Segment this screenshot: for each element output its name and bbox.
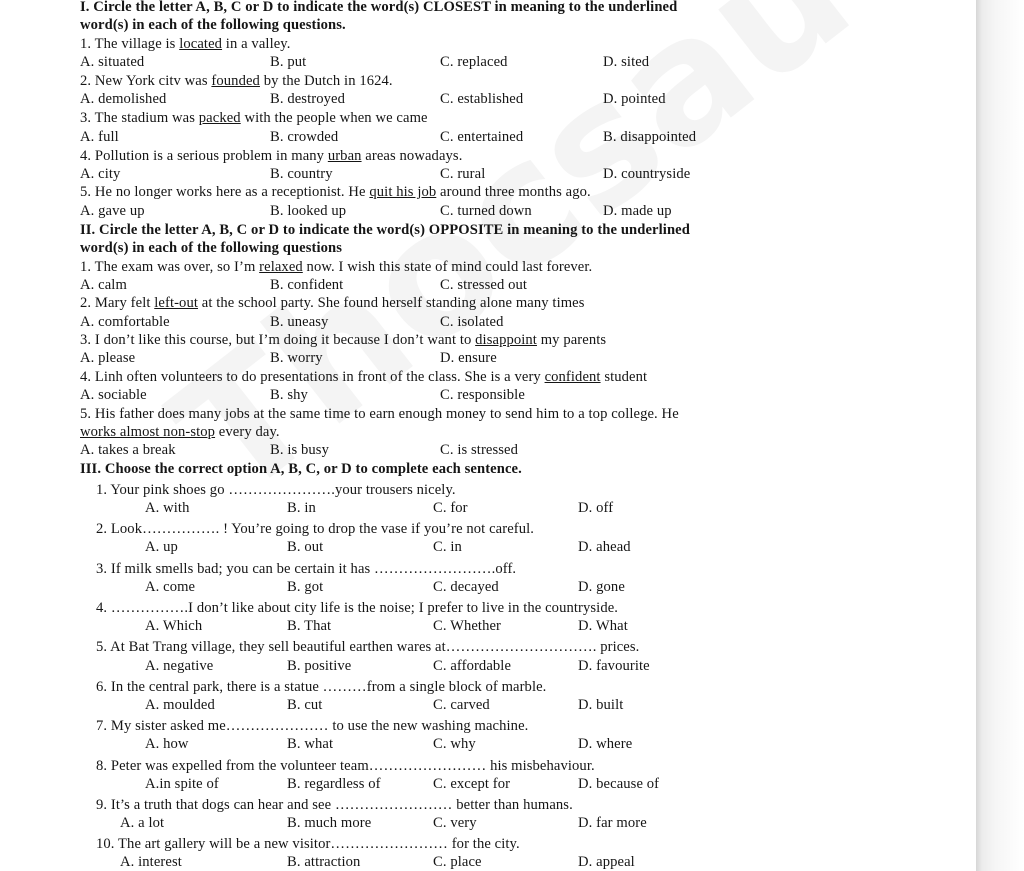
s1-q4-option-d[interactable]: D. countryside [603, 166, 691, 182]
s2-q5: 5. His father does many jobs at the same time to earn enough money to send him to a top college. He [80, 406, 679, 422]
section1-heading-cont: word(s) in each of the following questions. [80, 17, 346, 33]
s1-q5: 5. He no longer works here as a receptionist. He quit his job around three months ago. [80, 184, 591, 200]
s2-q3-option-b[interactable]: B. worry [270, 350, 323, 366]
s3-q5-option-d[interactable]: D. favourite [578, 658, 650, 674]
s3-q9-option-c[interactable]: C. very [433, 815, 477, 831]
s1-q5-option-c[interactable]: C. turned down [440, 203, 532, 219]
s3-q6-option-d[interactable]: D. built [578, 697, 624, 713]
s3-q2-option-d[interactable]: D. ahead [578, 539, 631, 555]
s3-q5: 5. At Bat Trang village, they sell beautiful earthen wares at…………………………. prices. [96, 639, 640, 655]
s3-q6: 6. In the central park, there is a statue ………from a single block of marble. [96, 679, 547, 695]
s3-q1-option-d[interactable]: D. off [578, 500, 614, 516]
s3-q6-option-c[interactable]: C. carved [433, 697, 490, 713]
s3-q8-option-c[interactable]: C. except for [433, 776, 511, 792]
s3-q7-option-c[interactable]: C. why [433, 736, 476, 752]
s3-q6-option-a[interactable]: A. moulded [145, 697, 215, 713]
s3-q10-option-d[interactable]: D. appeal [578, 854, 635, 870]
s3-q2-option-b[interactable]: B. out [287, 539, 324, 555]
s2-q5-option-a[interactable]: A. takes a break [80, 442, 176, 458]
s3-q2: 2. Look……………. ! You’re going to drop the vase if you’re not careful. [96, 521, 535, 537]
s2-q4: 4. Linh often volunteers to do presentations in front of the class. She is a very confident student [80, 369, 648, 385]
s3-q9-option-a[interactable]: A. a lot [120, 815, 165, 831]
s3-q8-option-a[interactable]: A.in spite of [145, 776, 219, 792]
section2-heading: II. Circle the letter A, B, C or D to indicate the word(s) OPPOSITE in meaning to the underlined [80, 222, 690, 238]
section1-heading: I. Circle the letter A, B, C or D to indicate the word(s) CLOSEST in meaning to the underlined [80, 0, 678, 15]
s2-q4-option-a[interactable]: A. sociable [80, 387, 147, 403]
s3-q10-option-a[interactable]: A. interest [120, 854, 182, 870]
s2-q3-option-a[interactable]: A. please [80, 350, 136, 366]
s1-q2: 2. New York citv was founded by the Dutch in 1624. [80, 73, 393, 89]
s1-q4: 4. Pollution is a serious problem in many urban areas nowadays. [80, 148, 463, 164]
s1-q3-option-a[interactable]: A. full [80, 129, 119, 145]
s3-q3-option-c[interactable]: C. decayed [433, 579, 499, 595]
s2-q5-option-c[interactable]: C. is stressed [440, 442, 519, 458]
section3-heading: III. Choose the correct option A, B, C, or D to complete each sentence. [80, 461, 522, 477]
s3-q3-option-a[interactable]: A. come [145, 579, 196, 595]
s3-q1-option-b[interactable]: B. in [287, 500, 316, 516]
s1-q3-option-d[interactable]: B. disappointed [603, 129, 697, 145]
s3-q3-option-d[interactable]: D. gone [578, 579, 625, 595]
s3-q1-option-a[interactable]: A. with [145, 500, 190, 516]
s3-q5-option-b[interactable]: B. positive [287, 658, 352, 674]
s3-q10-option-c[interactable]: C. place [433, 854, 482, 870]
s3-q10: 10. The art gallery will be a new visitor…………………… for the city. [96, 836, 520, 852]
s3-q1-option-c[interactable]: C. for [433, 500, 468, 516]
s3-q6-option-b[interactable]: B. cut [287, 697, 323, 713]
s3-q2-option-c[interactable]: C. in [433, 539, 462, 555]
s1-q4-option-b[interactable]: B. country [270, 166, 333, 182]
s1-q2-option-c[interactable]: C. established [440, 91, 524, 107]
s2-q1-option-a[interactable]: A. calm [80, 277, 127, 293]
s3-q8-option-b[interactable]: B. regardless of [287, 776, 381, 792]
s1-q5-option-d[interactable]: D. made up [603, 203, 672, 219]
s1-q5-option-b[interactable]: B. looked up [270, 203, 347, 219]
s2-q2-option-a[interactable]: A. comfortable [80, 314, 170, 330]
s2-q1: 1. The exam was over, so I’m relaxed now. I wish this state of mind could last forever. [80, 259, 593, 275]
s3-q4-option-d[interactable]: D. What [578, 618, 628, 634]
s2-q4-option-c[interactable]: C. responsible [440, 387, 525, 403]
s3-q8-option-d[interactable]: D. because of [578, 776, 660, 792]
s2-q2-option-b[interactable]: B. uneasy [270, 314, 329, 330]
s2-q4-option-b[interactable]: B. shy [270, 387, 308, 403]
s3-q10-option-b[interactable]: B. attraction [287, 854, 361, 870]
s1-q1-option-d[interactable]: D. sited [603, 54, 650, 70]
s2-q2: 2. Mary felt left-out at the school party. She found herself standing alone many times [80, 295, 585, 311]
s2-q3-option-c[interactable]: D. ensure [440, 350, 497, 366]
page-edge-shadow [976, 0, 1024, 871]
s3-q9-option-d[interactable]: D. far more [578, 815, 647, 831]
s3-q7-option-d[interactable]: D. where [578, 736, 633, 752]
s1-q2-option-b[interactable]: B. destroyed [270, 91, 345, 107]
s3-q4-option-a[interactable]: A. Which [145, 618, 203, 634]
s3-q7-option-a[interactable]: A. how [145, 736, 189, 752]
s3-q4: 4. …………….I don’t like about city life is the noise; I prefer to live in the countryside. [96, 600, 619, 616]
s2-q5-option-b[interactable]: B. is busy [270, 442, 329, 458]
s3-q5-option-a[interactable]: A. negative [145, 658, 214, 674]
s1-q2-option-a[interactable]: A. demolished [80, 91, 167, 107]
s1-q1: 1. The village is located in a valley. [80, 36, 291, 52]
s1-q5-option-a[interactable]: A. gave up [80, 203, 145, 219]
s2-q1-option-c[interactable]: C. stressed out [440, 277, 528, 293]
s3-q3-option-b[interactable]: B. got [287, 579, 324, 595]
s1-q1-option-c[interactable]: C. replaced [440, 54, 508, 70]
s1-q3-option-c[interactable]: C. entertained [440, 129, 524, 145]
s3-q9: 9. It’s a truth that dogs can hear and see …………………… better than humans. [96, 797, 573, 813]
s3-q7: 7. My sister asked me………………… to use the new washing machine. [96, 718, 529, 734]
s1-q2-option-d[interactable]: D. pointed [603, 91, 666, 107]
s3-q5-option-c[interactable]: C. affordable [433, 658, 512, 674]
s2-q1-option-b[interactable]: B. confident [270, 277, 344, 293]
s1-q1-option-b[interactable]: B. put [270, 54, 307, 70]
s3-q2-option-a[interactable]: A. up [145, 539, 178, 555]
s1-q3: 3. The stadium was packed with the people when we came [80, 110, 428, 126]
s1-q4-option-c[interactable]: C. rural [440, 166, 486, 182]
s3-q3: 3. If milk smells bad; you can be certain it has …………………….off. [96, 561, 517, 577]
section2-heading-cont: word(s) in each of the following questions [80, 240, 343, 256]
s1-q4-option-a[interactable]: A. city [80, 166, 121, 182]
s1-q3-option-b[interactable]: B. crowded [270, 129, 339, 145]
s3-q7-option-b[interactable]: B. what [287, 736, 334, 752]
s3-q9-option-b[interactable]: B. much more [287, 815, 372, 831]
s2-q2-option-c[interactable]: C. isolated [440, 314, 504, 330]
s2-q3: 3. I don’t like this course, but I’m doing it because I don’t want to disappoint my parents [80, 332, 607, 348]
s3-q8: 8. Peter was expelled from the volunteer team…………………… his misbehaviour. [96, 758, 595, 774]
s3-q4-option-c[interactable]: C. Whether [433, 618, 502, 634]
s1-q1-option-a[interactable]: A. situated [80, 54, 145, 70]
s3-q1: 1. Your pink shoes go ………………….your trousers nicely. [96, 482, 456, 498]
s2-q5-cont: works almost non-stop every day. [80, 424, 280, 440]
s3-q4-option-b[interactable]: B. That [287, 618, 332, 634]
